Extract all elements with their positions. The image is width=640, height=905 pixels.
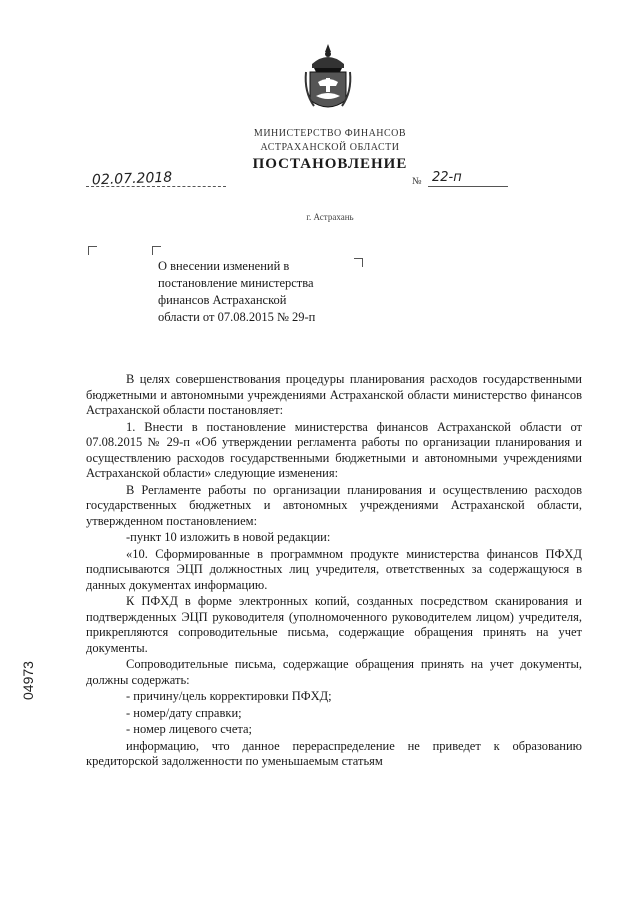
handwritten-date: 02.07.2018	[91, 169, 173, 189]
number-label: №	[412, 176, 422, 187]
subject-line: финансов Астраханской	[158, 293, 287, 307]
subject-line: области от 07.08.2015 № 29-п	[158, 310, 316, 324]
list-item: - номер лицевого счета;	[126, 722, 253, 736]
coat-of-arms-icon	[300, 42, 356, 122]
number-underline	[428, 186, 508, 187]
item-1-paragraph: 1. Внести в постановление министерства финансов Астраханской области от 07.08.2015 № 29-п «Об утверждении регламента работы по организации планирования и осуществлению расходов государственными бюджетными и автономными учреждениями Астраханской области» следующие изменения:	[86, 419, 582, 480]
info-paragraph: информацию, что данное перераспределение не приведет к образованию кредиторской задолженности по уменьшаемым статьям	[86, 738, 582, 768]
list-item: - номер/дату справки;	[126, 705, 242, 720]
corner-mark	[152, 246, 161, 255]
subject-line: О внесении изменений в	[158, 259, 290, 273]
ministry-name-line2: АСТРАХАНСКОЙ ОБЛАСТИ	[260, 142, 400, 153]
corner-mark	[354, 258, 363, 267]
letters-paragraph: Сопроводительные письма, содержащие обращения принять на учет документы, должны содержать:	[86, 657, 582, 687]
side-registration-number: 04973	[20, 661, 36, 700]
point-10-paragraph: -пункт 10 изложить в новой редакции:	[126, 530, 331, 544]
document-body	[86, 372, 582, 771]
list-item: - причину/цель корректировки ПФХД;	[126, 689, 332, 703]
subject-block	[158, 258, 348, 326]
quote-10-paragraph: «10. Сформированные в программном продукте министерства финансов ПФХД подписываются ЭЦП должностных лиц учредителя, ответственных за содержащуюся в данных документах информацию.	[86, 546, 582, 592]
city-name: г. Астрахань	[306, 212, 354, 222]
subject-line: постановление министерства	[158, 276, 314, 290]
ministry-name-line1: МИНИСТЕРСТВО ФИНАНСОВ	[253, 128, 407, 139]
regulation-paragraph: В Регламенте работы по организации планирования и осуществлению расходов государственных бюджетных и автономных учреждениями Астраханской области, утвержденном постановлением:	[86, 482, 582, 528]
date-underline	[86, 186, 226, 187]
corner-mark	[88, 246, 97, 255]
preamble-paragraph: В целях совершенствования процедуры планирования расходов государственными бюджетными и автономными учреждениями Астраханской области министерство финансов Астраханской области постановляет:	[86, 372, 582, 417]
handwritten-number: 22-п	[432, 170, 462, 185]
pfhd-paragraph: К ПФХД в форме электронных копий, созданных посредством сканирования и подтвержденных ЭЦП руководителя (уполномоченного руководителем лицом) учредителя, прикрепляются сопроводительные письма, содержащие обращения принять на учет документы.	[86, 594, 582, 655]
document-type-title: ПОСТАНОВЛЕНИЕ	[252, 156, 408, 172]
